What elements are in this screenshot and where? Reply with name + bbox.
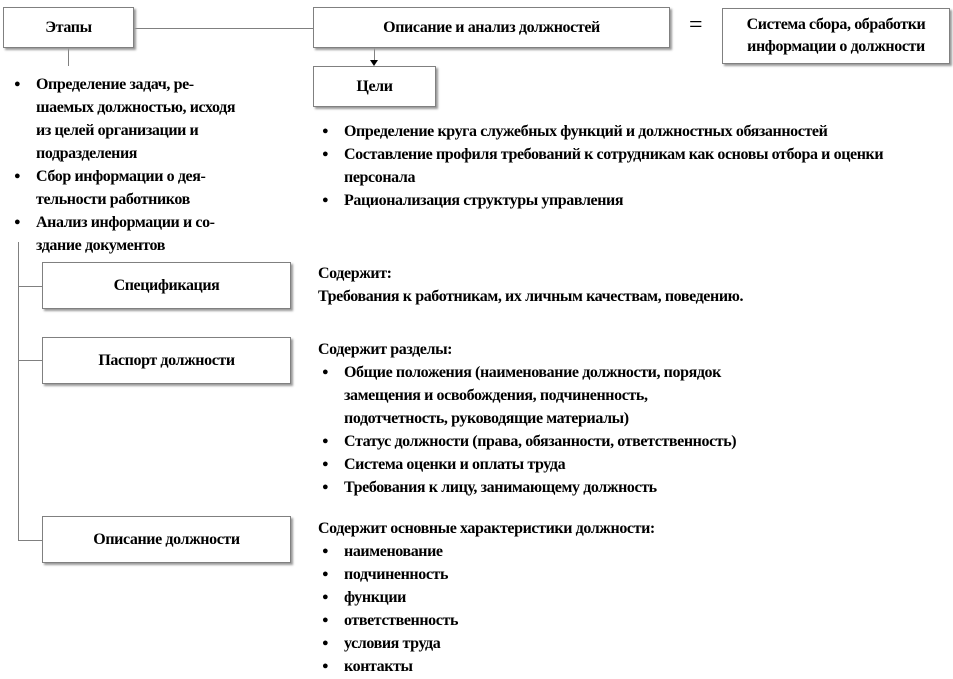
list-item: ● Система оценки и оплаты труда [318,453,736,476]
bullet-icon: ● [14,170,21,182]
job-description-box [42,516,291,563]
list-item: ● Составление профиля требований к сотрудникам как основы отбора и оценки персонала [318,143,883,189]
connector-to-specification [18,286,42,287]
list-item: ● Определение круга служебных функций и должностных обязанностей [318,120,883,143]
job-description-heading: Содержит основные характеристики должности: [318,520,655,537]
bullet-icon: ● [322,568,329,580]
passport-box-label: Паспорт должности [98,352,235,369]
job-description-box-label: Описание должности [93,531,240,548]
bullet-icon: ● [322,614,329,626]
equals-sign: = [689,12,703,38]
list-item: ● условия труда [318,632,655,655]
specification-content [318,262,743,308]
specification-heading: Содержит: [318,265,392,282]
list-item: ● Требования к лицу, занимающему должность [318,476,736,499]
system-box-line-1: Система сбора, обработки [746,16,926,33]
bullet-icon: ● [322,591,329,603]
goals-box [313,66,436,107]
list-item: ● Общие положения (наименование должности, порядок замещения и освобождения, подчиненность, подотчетность, руководящие материалы) [318,361,736,430]
bullet-icon: ● [14,78,21,90]
passport-content [318,338,736,499]
list-item: ● Анализ информации и со- здание документов [10,211,235,257]
bullet-icon: ● [322,125,329,137]
list-item: ● Статус должности (права, обязанности, ответственность) [318,430,736,453]
goals-box-label: Цели [356,78,393,95]
stages-list [10,73,235,257]
bullet-icon: ● [322,481,329,493]
list-item: ● наименование [318,540,655,563]
system-box-line-2: информации о должности [747,38,925,55]
connector-stages-down [68,48,69,66]
bullet-icon: ● [322,637,329,649]
analysis-box-label: Описание и анализ должностей [383,19,600,36]
list-item: ● контакты [318,655,655,678]
bullet-icon: ● [322,366,329,378]
connector-to-passport [18,360,42,361]
connector-stages-to-analysis [134,28,314,29]
bullet-icon: ● [322,148,329,160]
job-description-content [318,517,655,678]
bullet-icon: ● [14,216,21,228]
analysis-box [313,7,670,48]
specification-text: Требования к работникам, их личным качествам, поведению. [318,288,744,305]
goals-list [318,120,883,212]
list-item: ● ответственность [318,609,655,632]
stages-box [3,7,134,48]
passport-box [42,337,291,384]
bullet-icon: ● [322,194,329,206]
stages-box-label: Этапы [45,19,92,36]
bullet-icon: ● [322,545,329,557]
list-item: ● функции [318,586,655,609]
list-item: ● Рационализация структуры управления [318,189,883,212]
specification-box-label: Спецификация [113,277,220,294]
list-item: ● Сбор информации о дея- тельности работников [10,165,235,211]
system-box [722,8,950,64]
bullet-icon: ● [322,458,329,470]
specification-box [42,262,291,309]
connector-to-job-description [18,540,42,541]
list-item: ● подчиненность [318,563,655,586]
passport-heading: Содержит разделы: [318,341,453,358]
bullet-icon: ● [322,660,329,672]
bullet-icon: ● [322,435,329,447]
list-item: ● Определение задач, ре- шаемых должностью, исходя из целей организации и подразделения [10,73,235,165]
